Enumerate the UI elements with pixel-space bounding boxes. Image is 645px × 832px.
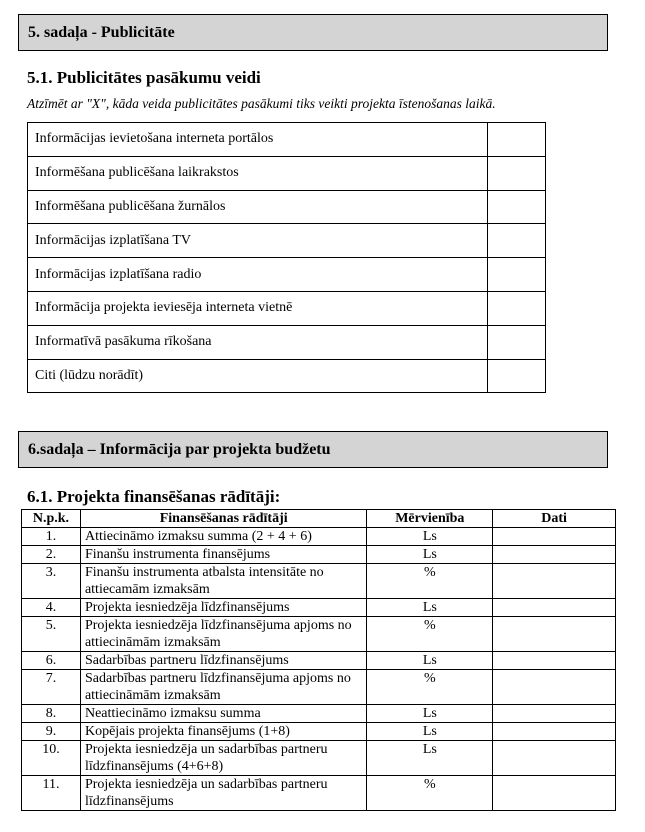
publicity-row: [28, 224, 546, 258]
table-row: [22, 741, 616, 776]
row-indicator: Projekta iesniedzēja un sadarbības partneru līdzfinansējums (4+6+8): [80, 741, 366, 776]
financing-indicators-subtitle: 6.1. Projekta finansēšanas rādītāji:: [27, 487, 281, 506]
section-6-title: 6.sadaļa – Informācija par projekta budžetu: [28, 440, 331, 458]
col-header-npk: N.p.k.: [22, 510, 81, 528]
row-indicator: Sadarbības partneru līdzfinansējums: [80, 652, 366, 670]
row-indicator: Neattiecināmo izmaksu summa: [80, 705, 366, 723]
row-number: 4.: [22, 599, 81, 617]
row-indicator: Kopējais projekta finansējums (1+8): [80, 723, 366, 741]
table-row: [22, 599, 616, 617]
row-data-cell[interactable]: [493, 741, 616, 776]
row-indicator: Projekta iesniedzēja līdzfinansējuma apjoms no attiecināmām izmaksām: [80, 617, 366, 652]
publicity-row: [28, 359, 546, 393]
section-5-header: [18, 14, 608, 51]
row-unit: Ls: [367, 741, 493, 776]
table-row: [22, 564, 616, 599]
row-number: 10.: [22, 741, 81, 776]
table-row: [22, 652, 616, 670]
row-unit: Ls: [367, 599, 493, 617]
row-indicator: Finanšu instrumenta finansējums: [80, 546, 366, 564]
publicity-item-label: Informācijas ievietošana interneta portālos: [28, 123, 488, 157]
row-data-cell[interactable]: [493, 599, 616, 617]
financing-table: [21, 509, 616, 811]
publicity-mark-cell[interactable]: [488, 123, 546, 157]
publicity-row: [28, 123, 546, 157]
row-data-cell[interactable]: [493, 705, 616, 723]
row-number: 7.: [22, 670, 81, 705]
row-unit: %: [367, 670, 493, 705]
publicity-mark-cell[interactable]: [488, 258, 546, 292]
publicity-mark-cell[interactable]: [488, 359, 546, 393]
row-data-cell[interactable]: [493, 564, 616, 599]
row-indicator: Attiecināmo izmaksu summa (2 + 4 + 6): [80, 528, 366, 546]
publicity-item-label: Citi (lūdzu norādīt): [28, 359, 488, 393]
publicity-item-label: Informēšana publicēšana laikrakstos: [28, 156, 488, 190]
section-5-title: 5. sadaļa - Publicitāte: [28, 23, 175, 41]
row-indicator: Finanšu instrumenta atbalsta intensitāte no attiecamām izmaksām: [80, 564, 366, 599]
publicity-table: [27, 122, 546, 393]
col-header-indicator: Finansēšanas rādītāji: [80, 510, 366, 528]
col-header-unit: Mērvienība: [367, 510, 493, 528]
publicity-item-label: Informācijas izplatīšana radio: [28, 258, 488, 292]
row-number: 9.: [22, 723, 81, 741]
publicity-row: [28, 156, 546, 190]
publicity-row: [28, 190, 546, 224]
row-data-cell[interactable]: [493, 670, 616, 705]
table-row: [22, 670, 616, 705]
table-row: [22, 723, 616, 741]
table-row: [22, 705, 616, 723]
publicity-item-label: Informēšana publicēšana žurnālos: [28, 190, 488, 224]
table-row: [22, 528, 616, 546]
row-unit: Ls: [367, 723, 493, 741]
publicity-item-label: Informācijas izplatīšana TV: [28, 224, 488, 258]
publicity-types-subtitle: 5.1. Publicitātes pasākumu veidi: [27, 68, 261, 87]
publicity-item-label: Informācija projekta ieviesēja interneta vietnē: [28, 291, 488, 325]
financing-header-row: [22, 510, 616, 528]
row-indicator: Sadarbības partneru līdzfinansējuma apjoms no attiecināmām izmaksām: [80, 670, 366, 705]
publicity-row: [28, 258, 546, 292]
col-header-data: Dati: [493, 510, 616, 528]
row-indicator: Projekta iesniedzēja līdzfinansējums: [80, 599, 366, 617]
row-unit: %: [367, 564, 493, 599]
section-6-header: [18, 431, 608, 468]
row-number: 5.: [22, 617, 81, 652]
row-number: 8.: [22, 705, 81, 723]
row-unit: Ls: [367, 705, 493, 723]
table-row: [22, 546, 616, 564]
row-number: 1.: [22, 528, 81, 546]
publicity-row: [28, 325, 546, 359]
publicity-item-label: Informatīvā pasākuma rīkošana: [28, 325, 488, 359]
row-data-cell[interactable]: [493, 617, 616, 652]
row-unit: %: [367, 776, 493, 811]
publicity-mark-cell[interactable]: [488, 325, 546, 359]
row-unit: %: [367, 617, 493, 652]
row-unit: Ls: [367, 528, 493, 546]
publicity-instruction: Atzīmēt ar "X", kāda veida publicitātes pasākumi tiks veikti projekta īstenošanas laikā.: [27, 96, 496, 111]
table-row: [22, 617, 616, 652]
row-data-cell[interactable]: [493, 528, 616, 546]
row-number: 2.: [22, 546, 81, 564]
row-data-cell[interactable]: [493, 652, 616, 670]
row-number: 11.: [22, 776, 81, 811]
row-data-cell[interactable]: [493, 776, 616, 811]
row-unit: Ls: [367, 546, 493, 564]
publicity-mark-cell[interactable]: [488, 291, 546, 325]
row-number: 6.: [22, 652, 81, 670]
publicity-row: [28, 291, 546, 325]
publicity-mark-cell[interactable]: [488, 190, 546, 224]
row-data-cell[interactable]: [493, 723, 616, 741]
row-data-cell[interactable]: [493, 546, 616, 564]
publicity-mark-cell[interactable]: [488, 156, 546, 190]
publicity-mark-cell[interactable]: [488, 224, 546, 258]
row-indicator: Projekta iesniedzēja un sadarbības partneru līdzfinansējums: [80, 776, 366, 811]
row-number: 3.: [22, 564, 81, 599]
row-unit: Ls: [367, 652, 493, 670]
table-row: [22, 776, 616, 811]
